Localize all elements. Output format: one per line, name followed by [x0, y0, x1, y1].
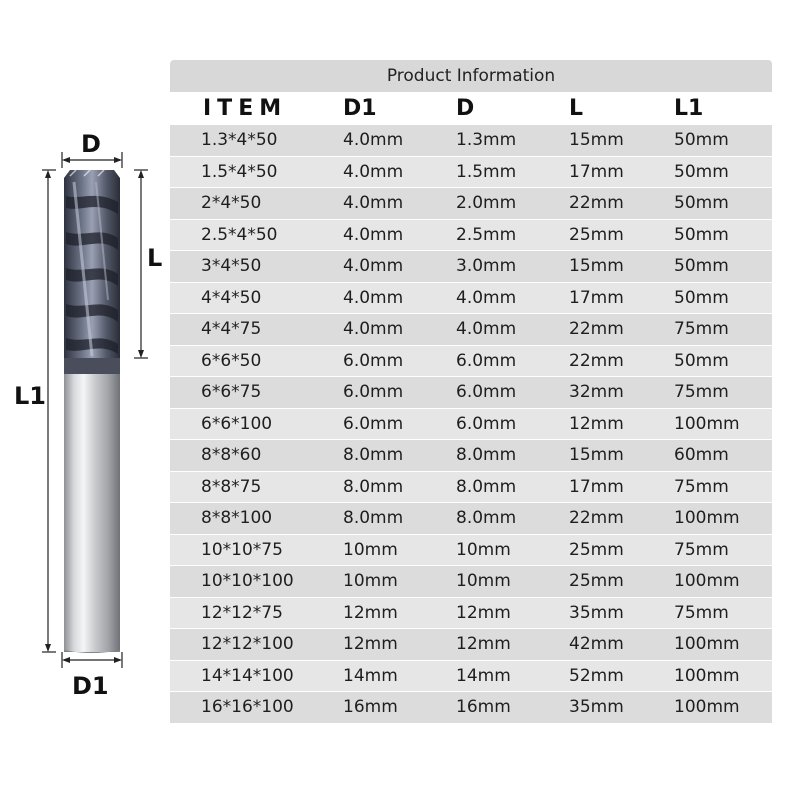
- cell-l1: 100mm: [674, 571, 740, 591]
- cell-l1: 100mm: [674, 508, 740, 528]
- cell-l: 25mm: [569, 224, 624, 245]
- cell-l: 17mm: [569, 476, 624, 497]
- cell-d1: 4.0mm: [343, 193, 404, 213]
- cell-l: 35mm: [569, 602, 624, 623]
- cell-d: 6.0mm: [456, 413, 517, 434]
- header-item: ITEM: [203, 96, 288, 121]
- table-row: [170, 660, 772, 692]
- cell-l: 25mm: [569, 539, 624, 560]
- cell-d: 6.0mm: [456, 350, 517, 371]
- cell-d1: 8.0mm: [343, 508, 404, 528]
- cell-d: 1.3mm: [456, 130, 517, 150]
- cell-d1: 8.0mm: [343, 476, 404, 497]
- cell-item: 2*4*50: [201, 193, 262, 213]
- cell-l1: 75mm: [674, 476, 729, 497]
- header-l: L: [569, 96, 584, 121]
- cell-l1: 75mm: [674, 319, 729, 339]
- cell-l: 22mm: [569, 319, 624, 339]
- table-row: [170, 282, 772, 314]
- l1-dimension-line: [42, 170, 56, 652]
- cell-l1: 100mm: [674, 665, 740, 686]
- cell-d1: 6.0mm: [343, 413, 404, 434]
- cell-d1: 10mm: [343, 571, 398, 591]
- table-row: [170, 219, 772, 251]
- cell-d1: 14mm: [343, 665, 398, 686]
- product-information-table: [170, 60, 772, 732]
- cell-l: 15mm: [569, 445, 624, 465]
- cell-d: 10mm: [456, 539, 511, 560]
- cell-item: 4*4*50: [201, 287, 262, 308]
- cell-item: 10*10*75: [201, 539, 283, 560]
- cell-d: 3.0mm: [456, 256, 517, 276]
- tool-shank: [64, 372, 120, 653]
- cell-d1: 12mm: [343, 634, 398, 654]
- cell-item: 3*4*50: [201, 256, 262, 276]
- cell-item: 2.5*4*50: [201, 224, 278, 245]
- cell-d: 8.0mm: [456, 508, 517, 528]
- cell-l1: 100mm: [674, 697, 740, 717]
- cell-d: 8.0mm: [456, 445, 517, 465]
- cell-l: 17mm: [569, 287, 624, 308]
- cell-item: 8*8*60: [201, 445, 262, 465]
- cell-l: 32mm: [569, 382, 624, 402]
- table-row: [170, 124, 772, 156]
- cell-d1: 4.0mm: [343, 224, 404, 245]
- header-d: D: [456, 96, 475, 121]
- cell-l1: 50mm: [674, 161, 729, 182]
- d1-dimension-line: [62, 652, 122, 668]
- cell-d: 12mm: [456, 634, 511, 654]
- cell-l1: 50mm: [674, 287, 729, 308]
- table-row: [170, 156, 772, 188]
- cell-d: 4.0mm: [456, 319, 517, 339]
- cell-l: 22mm: [569, 508, 624, 528]
- table-row: [170, 691, 772, 723]
- table-row: [170, 471, 772, 503]
- l-label: L: [147, 244, 163, 272]
- cell-d1: 8.0mm: [343, 445, 404, 465]
- cell-d1: 4.0mm: [343, 319, 404, 339]
- cell-d: 16mm: [456, 697, 511, 717]
- table-row: [170, 439, 772, 471]
- cell-item: 6*6*75: [201, 382, 262, 402]
- cell-item: 4*4*75: [201, 319, 262, 339]
- table-row: [170, 565, 772, 597]
- cell-item: 10*10*100: [201, 571, 294, 591]
- cell-l1: 75mm: [674, 602, 729, 623]
- cell-l: 52mm: [569, 665, 624, 686]
- cell-item: 14*14*100: [201, 665, 294, 686]
- header-d1: D1: [343, 96, 377, 121]
- table-row: [170, 187, 772, 219]
- cell-l: 22mm: [569, 193, 624, 213]
- table-row: [170, 313, 772, 345]
- table-row: [170, 408, 772, 440]
- cell-l: 15mm: [569, 256, 624, 276]
- cell-l: 17mm: [569, 161, 624, 182]
- table-row: [170, 376, 772, 408]
- cell-l1: 50mm: [674, 256, 729, 276]
- table-body: [170, 124, 772, 723]
- cell-item: 6*6*50: [201, 350, 262, 371]
- cell-d: 4.0mm: [456, 287, 517, 308]
- cell-d: 2.0mm: [456, 193, 517, 213]
- cell-d1: 4.0mm: [343, 287, 404, 308]
- cell-l: 15mm: [569, 130, 624, 150]
- cell-l1: 75mm: [674, 382, 729, 402]
- end-mill-diagram: [0, 0, 170, 800]
- table-row: [170, 502, 772, 534]
- l1-label: L1: [14, 382, 46, 410]
- d1-label: D1: [72, 672, 109, 700]
- cell-l1: 50mm: [674, 224, 729, 245]
- cell-l1: 75mm: [674, 539, 729, 560]
- table-row: [170, 597, 772, 629]
- cell-l: 42mm: [569, 634, 624, 654]
- cell-d1: 4.0mm: [343, 256, 404, 276]
- cell-d1: 4.0mm: [343, 130, 404, 150]
- cell-d: 10mm: [456, 571, 511, 591]
- cell-item: 16*16*100: [201, 697, 294, 717]
- table-header-row: [170, 92, 772, 124]
- l-dimension-line: [134, 170, 148, 358]
- cell-d: 2.5mm: [456, 224, 517, 245]
- cell-item: 6*6*100: [201, 413, 273, 434]
- cell-item: 1.3*4*50: [201, 130, 278, 150]
- cell-d: 1.5mm: [456, 161, 517, 182]
- cell-l1: 60mm: [674, 445, 729, 465]
- tool-flutes: [64, 170, 120, 374]
- cell-item: 12*12*75: [201, 602, 283, 623]
- cell-item: 1.5*4*50: [201, 161, 278, 182]
- cell-d: 14mm: [456, 665, 511, 686]
- cell-d1: 10mm: [343, 539, 398, 560]
- cell-l1: 100mm: [674, 634, 740, 654]
- cell-l1: 50mm: [674, 193, 729, 213]
- cell-l: 25mm: [569, 571, 624, 591]
- cell-item: 8*8*75: [201, 476, 262, 497]
- cell-l1: 50mm: [674, 350, 729, 371]
- table-title: Product Information: [170, 60, 772, 92]
- table-row: [170, 628, 772, 660]
- cell-d1: 6.0mm: [343, 350, 404, 371]
- cell-d1: 16mm: [343, 697, 398, 717]
- cell-l: 35mm: [569, 697, 624, 717]
- cell-d: 6.0mm: [456, 382, 517, 402]
- cell-l: 22mm: [569, 350, 624, 371]
- table-row: [170, 534, 772, 566]
- cell-d1: 12mm: [343, 602, 398, 623]
- table-row: [170, 345, 772, 377]
- cell-l1: 50mm: [674, 130, 729, 150]
- cell-l: 12mm: [569, 413, 624, 434]
- header-l1: L1: [674, 96, 704, 121]
- cell-d: 8.0mm: [456, 476, 517, 497]
- cell-d: 12mm: [456, 602, 511, 623]
- d-label: D: [81, 130, 101, 158]
- cell-d1: 6.0mm: [343, 382, 404, 402]
- cell-d1: 4.0mm: [343, 161, 404, 182]
- cell-l1: 100mm: [674, 413, 740, 434]
- cell-item: 12*12*100: [201, 634, 294, 654]
- cell-item: 8*8*100: [201, 508, 273, 528]
- table-row: [170, 250, 772, 282]
